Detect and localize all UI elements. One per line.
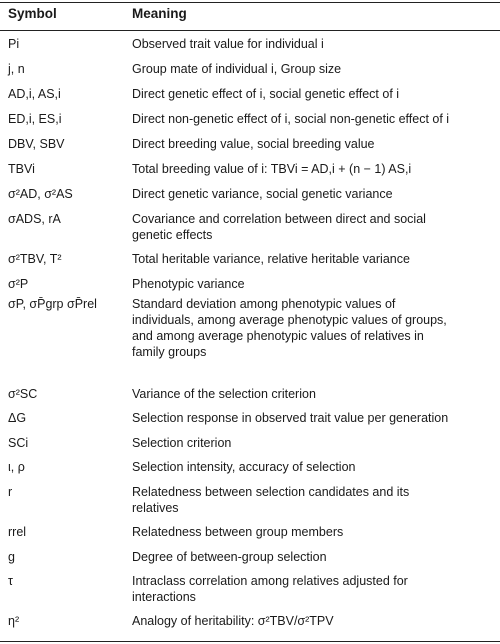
meaning-cell: [132, 136, 496, 152]
meaning-cell: [132, 459, 496, 475]
symbol-cell: r: [8, 485, 13, 499]
table-top-rule: [0, 2, 500, 3]
meaning-cell: [132, 251, 496, 267]
meaning-line: Analogy of heritability: σ²TBV/σ²TPV: [132, 614, 334, 628]
symbol-cell: ED,i, ES,i: [8, 112, 62, 126]
meaning-line: and among average phenotypic values of relatives in: [132, 329, 424, 343]
meaning-cell: [132, 573, 496, 605]
header-rule: [0, 30, 500, 31]
symbol-cell: σ²TBV, T²: [8, 252, 62, 266]
symbol-cell: g: [8, 550, 15, 564]
symbol-cell: σADS, rA: [8, 212, 61, 226]
table-bottom-rule: [0, 641, 500, 642]
symbol-cell: σ²SC: [8, 387, 38, 401]
meaning-cell: [132, 276, 496, 292]
meaning-cell: [132, 613, 496, 629]
meaning-line: Covariance and correlation between direct and social: [132, 212, 426, 226]
symbol-cell: σ²AD, σ²AS: [8, 187, 73, 201]
meaning-line: Total breeding value of i: TBVi = AD,i + (n − 1) AS,i: [132, 162, 412, 176]
symbol-cell: ι, ρ: [8, 460, 25, 474]
header-meaning: Meaning: [132, 6, 187, 21]
meaning-cell: [132, 435, 496, 451]
meaning-line: Direct breeding value, social breeding value: [132, 137, 375, 151]
meaning-cell: [132, 86, 496, 102]
meaning-line: Direct genetic effect of i, social genetic effect of i: [132, 87, 400, 101]
symbol-cell: rrel: [8, 525, 27, 539]
symbol-cell: σP, σP̄grp σP̄rel: [8, 297, 97, 311]
meaning-cell: [132, 211, 496, 243]
meaning-cell: [132, 61, 496, 77]
meaning-line: individuals, among average phenotypic values of groups,: [132, 313, 447, 327]
meaning-line: Direct non-genetic effect of i, social non-genetic effect of i: [132, 112, 450, 126]
meaning-line: Phenotypic variance: [132, 277, 245, 291]
symbol-cell: AD,i, AS,i: [8, 87, 61, 101]
meaning-cell: [132, 524, 496, 540]
meaning-line: Total heritable variance, relative heritable variance: [132, 252, 410, 266]
meaning-line: Relatedness between group members: [132, 525, 344, 539]
meaning-line: Relatedness between selection candidates and its: [132, 485, 410, 499]
symbol-cell: TBVi: [8, 162, 35, 176]
meaning-cell: [132, 410, 496, 426]
meaning-line: family groups: [132, 345, 207, 359]
meaning-cell: [132, 36, 496, 52]
meaning-cell: [132, 386, 496, 402]
meaning-line: Variance of the selection criterion: [132, 387, 316, 401]
meaning-line: Standard deviation among phenotypic values of: [132, 297, 396, 311]
meaning-line: relatives: [132, 501, 179, 515]
symbol-cell: τ: [8, 574, 13, 588]
meaning-cell: [132, 484, 496, 516]
meaning-line: Selection intensity, accuracy of selection: [132, 460, 356, 474]
meaning-line: Degree of between-group selection: [132, 550, 327, 564]
meaning-cell: [132, 111, 496, 127]
meaning-cell: [132, 296, 496, 360]
symbol-cell: DBV, SBV: [8, 137, 65, 151]
meaning-cell: [132, 161, 496, 177]
meaning-line: Intraclass correlation among relatives adjusted for: [132, 574, 408, 588]
symbol-cell: ΔG: [8, 411, 27, 425]
meaning-line: Observed trait value for individual i: [132, 37, 324, 51]
symbol-cell: η²: [8, 614, 20, 628]
meaning-line: interactions: [132, 590, 196, 604]
header-symbol: Symbol: [8, 6, 57, 21]
meaning-cell: [132, 549, 496, 565]
meaning-line: Selection response in observed trait value per generation: [132, 411, 449, 425]
symbol-cell: Pi: [8, 37, 20, 51]
symbol-cell: σ²P: [8, 277, 29, 291]
meaning-line: Selection criterion: [132, 436, 232, 450]
symbol-cell: j, n: [8, 62, 25, 76]
meaning-line: genetic effects: [132, 228, 213, 242]
symbol-cell: SCi: [8, 436, 29, 450]
meaning-cell: [132, 186, 496, 202]
meaning-line: Group mate of individual i, Group size: [132, 62, 342, 76]
meaning-line: Direct genetic variance, social genetic variance: [132, 187, 393, 201]
